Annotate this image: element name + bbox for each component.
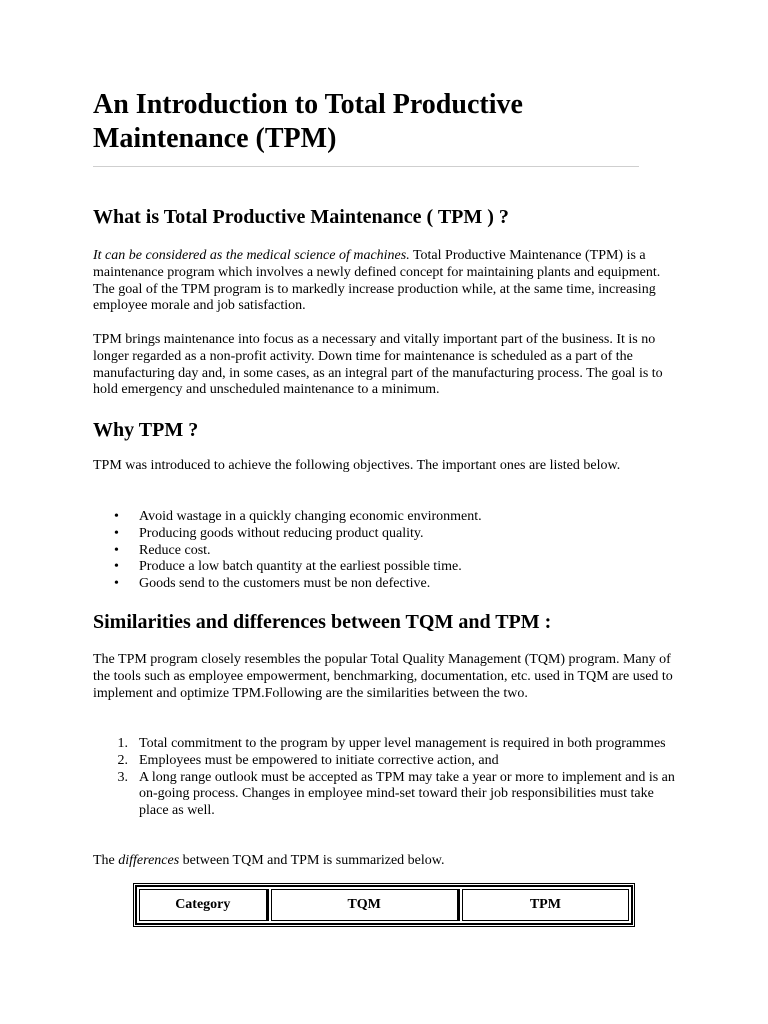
differences-post: between TQM and TPM is summarized below.: [179, 853, 445, 868]
section-heading-why-tpm: Why TPM ?: [93, 419, 199, 441]
objectives-list: [93, 509, 678, 593]
number-marker: 1.: [117, 736, 128, 751]
table-header-row: [139, 889, 629, 921]
list-item-text: Total commitment to the program by upper level management is required in both programmes: [139, 736, 666, 751]
list-item: [93, 559, 678, 576]
list-item: [93, 770, 678, 820]
list-item-text: Reduce cost.: [139, 542, 211, 558]
number-marker: 3.: [117, 769, 128, 785]
list-item: [93, 509, 678, 526]
section-heading-similarities: Similarities and differences between TQM and TPM :: [93, 611, 552, 633]
what-paragraph-2: TPM brings maintenance into focus as a necessary and vitally important part of the business. It is no longer regarded as a non-profit activity. Down time for maintenance is scheduled as a part of the manufacturing day and, in some cases, as an integral part of the manufacturing process. The goal is to hold emergency and unscheduled maintenance to a minimum.: [93, 332, 663, 398]
differences-intro: [93, 853, 678, 870]
table-header-category: Category: [139, 889, 269, 921]
table-header-tqm: TQM: [271, 889, 460, 921]
list-item: [93, 753, 678, 770]
bullet-marker: •: [114, 559, 119, 575]
list-item-text: Producing goods without reducing product quality.: [139, 525, 424, 541]
list-item-text: Goods send to the customers must be non defective.: [139, 576, 431, 592]
list-item: [93, 526, 678, 543]
list-item: [93, 576, 678, 593]
what-paragraph-1: [93, 248, 678, 315]
list-item-text: A long range outlook must be accepted as TPM may take a year or more to implement and is an on-going process. Changes in employee mind-set toward their job responsibilities must take place as well.: [139, 769, 675, 819]
page-title: An Introduction to Total Productive Maintenance (TPM): [93, 89, 523, 154]
differences-italic: differences: [118, 853, 180, 868]
bullet-marker: •: [114, 542, 119, 558]
list-item-text: Avoid wastage in a quickly changing economic environment.: [139, 509, 482, 524]
differences-pre: The: [93, 853, 119, 868]
table-header-tpm: TPM: [462, 889, 629, 921]
bullet-marker: •: [114, 525, 119, 541]
what-paragraph-1-text: Total Productive Maintenance (TPM) is a maintenance program which involves a newly defined concept for maintaining plants and equipment. The goal of the TPM program is to markedly increase production while, at the same time, increasing employee morale and job satisfaction.: [93, 248, 661, 314]
section-heading-what-is-tpm: What is Total Productive Maintenance ( TPM ) ?: [93, 206, 509, 228]
similarities-list: [93, 736, 678, 820]
title-divider: [93, 166, 639, 167]
list-item-text: Produce a low batch quantity at the earliest possible time.: [139, 559, 462, 575]
differences-table: [135, 885, 633, 925]
list-item-text: Employees must be empowered to initiate corrective action, and: [139, 752, 499, 768]
list-item: [93, 736, 678, 753]
bullet-marker: •: [114, 576, 119, 592]
what-paragraph-1-italic: It can be considered as the medical science of machines.: [93, 248, 410, 263]
number-marker: 2.: [117, 752, 128, 768]
similarities-intro: The TPM program closely resembles the popular Total Quality Management (TQM) program. Many of the tools such as employee empowerment, benchmarking, documentation, etc. used in TQM are used to implement and optimize TPM.Following are the similarities between the two.: [93, 652, 673, 701]
bullet-marker: •: [114, 509, 119, 524]
list-item: [93, 543, 678, 560]
why-intro: TPM was introduced to achieve the following objectives. The important ones are listed below.: [93, 458, 621, 473]
